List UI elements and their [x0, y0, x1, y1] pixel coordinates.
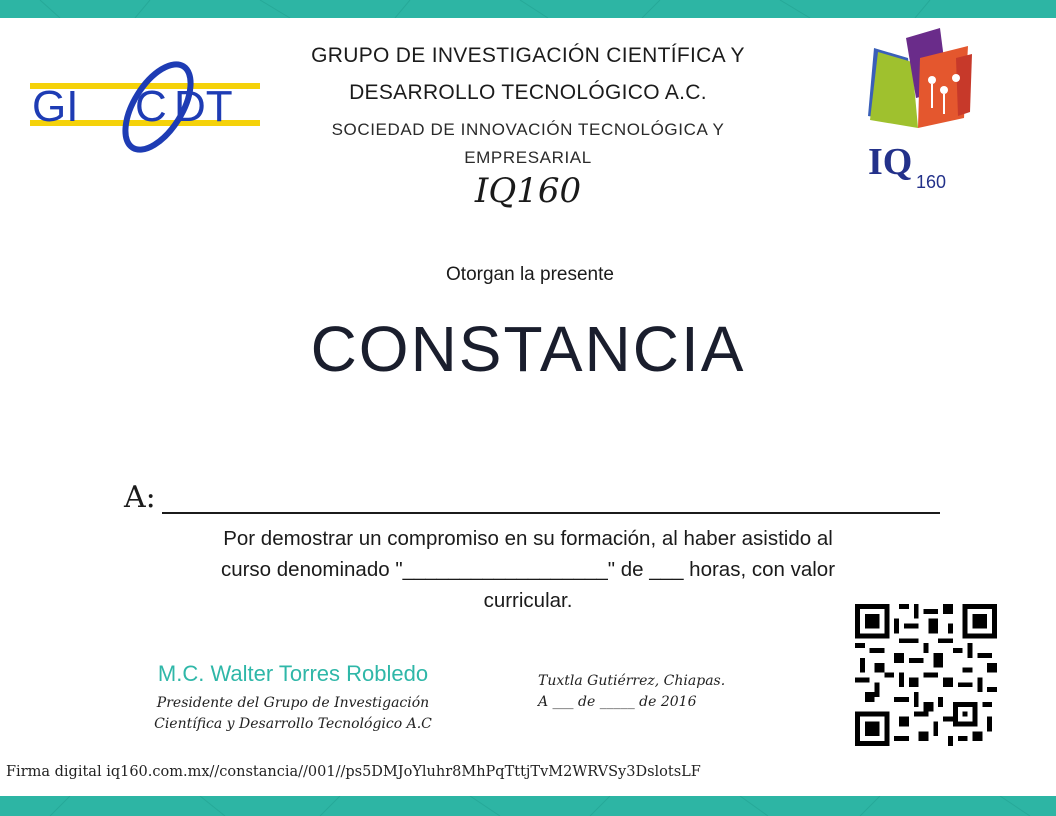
recipient-blank-line [162, 512, 940, 514]
org-name-line-2: DESARROLLO TECNOLÓGICO A.C. [349, 81, 707, 104]
date-line: A ___ de _____ de 2016 [538, 694, 697, 710]
certificate-body-line-3: curricular. [483, 589, 573, 612]
svg-text:IQ: IQ [868, 141, 913, 183]
recipient-label: A: [124, 480, 156, 515]
svg-text:GI: GI [32, 82, 79, 131]
svg-text:DT: DT [174, 82, 233, 131]
society-name-line-2: EMPRESARIAL [464, 148, 592, 167]
gicdt-logo [30, 60, 260, 155]
certificate-body-line-1: Por demostrar un compromiso en su formación, al haber asistido al [223, 527, 833, 550]
bottom-decorative-band [0, 796, 1056, 816]
society-name-line-1: SOCIEDAD DE INNOVACIÓN TECNOLÓGICA Y [331, 120, 725, 139]
iq160-book-logo-icon [860, 28, 980, 198]
qr-code-icon [855, 604, 997, 746]
iq160-logo [860, 28, 980, 198]
svg-text:C: C [135, 82, 167, 131]
certificate-title: CONSTANCIA [310, 313, 746, 385]
band-pattern-icon [0, 796, 1056, 816]
org-name-line-1: GRUPO DE INVESTIGACIÓN CIENTÍFICA Y [311, 44, 745, 67]
place-line: Tuxtla Gutiérrez, Chiapas. [538, 673, 726, 689]
qr-code [855, 604, 997, 746]
band-pattern-icon [0, 0, 1056, 18]
brand-title: IQ160 [474, 171, 582, 211]
signatory-title-line-2: Científica y Desarrollo Tecnológico A.C [154, 716, 432, 732]
signatory-name: M.C. Walter Torres Robledo [157, 661, 429, 686]
gicdt-logo-icon [30, 60, 260, 155]
certificate-body-line-2: curso denominado "__________________" de ___ horas, con valor [220, 558, 836, 581]
signatory-title-line-1: Presidente del Grupo de Investigación [156, 695, 430, 711]
top-decorative-band [0, 0, 1056, 18]
intro-text: Otorgan la presente [446, 264, 614, 285]
digital-signature-text: Firma digital iq160.com.mx//constancia//001//ps5DMJoYluhr8MhPqTttjTvM2WRVSy3DslotsLF [6, 764, 701, 780]
svg-text:160: 160 [916, 172, 947, 192]
